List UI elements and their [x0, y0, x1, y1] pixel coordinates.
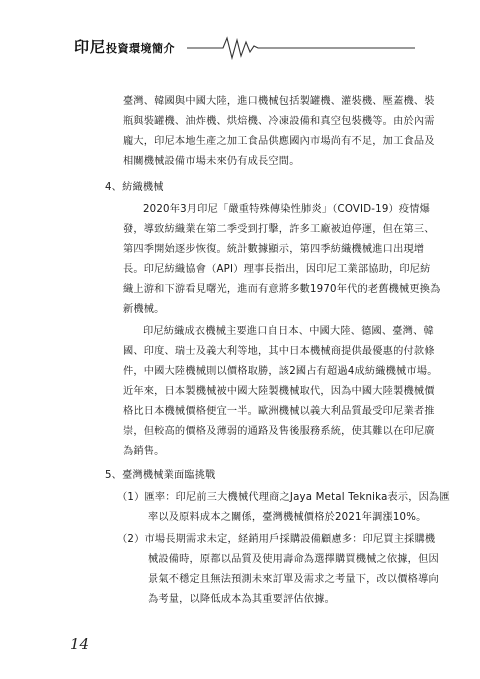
text-line: 瓶與裝罐機、油炸機、烘焙機、冷凍設備和真空包裝機等。由於內需 [123, 116, 435, 127]
list-item-line: 率以及原料成本之關係，臺灣機械價格於2021年調漲10%。 [148, 512, 427, 523]
section-heading: 5、臺灣機械業面臨挑戰 [105, 470, 216, 481]
text-line: 長。印尼紡織協會（API）理事長指出，因印尼工業部協助，印尼紡 [123, 264, 431, 275]
list-item-line: （1）匯率：印尼前三大機械代理商之Jaya Metal Teknika表示，因為匯 [117, 492, 450, 503]
text-line: 2020年3月印尼「嚴重特殊傳染性肺炎」（COVID-19）疫情爆 [143, 204, 431, 215]
text-line: 龐大，印尼本地生產之加工食品供應國內市場尚有不足，加工食品及 [123, 136, 435, 147]
list-item-line: （2）市場長期需求未定，経銷用戶採購設備顧慮多：印尼買主採購機 [117, 534, 436, 545]
text-line: 相關機械設備市場未來仍有成長空間。 [123, 156, 300, 167]
text-line: 近年來，日本製機械被中國大陸製機械取代，因為中國大陸製機械價 [123, 386, 435, 397]
text-line: 織上游和下游看見曙光，進而有意將多數1970年代的老舊機械更換為 [123, 284, 441, 295]
text-line: 新機械。 [123, 304, 165, 315]
text-line: 發，導致紡織業在第二季受到打擊，許多工廠被迫停運，但在第三、 [123, 224, 435, 235]
text-line: 第四季開始逐步恢復。統計數據顯示，第四季紡織機械進口出現增 [123, 244, 425, 255]
text-line: 件，中國大陸機械則以價格取勝，該2國占有超過4成紡織機械市場。 [123, 366, 438, 377]
text-line: 國、印度、瑞士及義大利等地，其中日本機械商提供最優惠的付款條 [123, 346, 435, 357]
page-header [0, 0, 480, 70]
header-title-main: 印尼 [74, 38, 107, 56]
header-title-sub: 投資環境簡介 [106, 42, 176, 55]
header-title [74, 37, 175, 57]
text-line: 為銷售。 [123, 446, 165, 457]
page-number: 14 [70, 635, 90, 653]
list-item-line: 景氣不穩定且無法預測未來訂單及需求之考量下，改以價格導向 [148, 574, 439, 585]
text-line: 印尼紡織成衣機械主要進口自日本、中國大陸、德國、臺灣、韓 [143, 326, 434, 337]
text-line: 崇，但較高的價格及薄弱的通路及售後服務系統，使其難以在印尼廣 [123, 426, 435, 437]
list-item-line: 械設備時，原都以品質及使用壽命為選擇購買機械之依據，但因 [148, 554, 439, 565]
text-line: 格比日本機械價格便宜一半。歐洲機械以義大利品質最受印尼業者推 [123, 406, 435, 417]
header-wave-line-icon [0, 0, 480, 70]
section-heading: 4、紡織機械 [105, 182, 164, 193]
text-line: 臺灣、韓國與中國大陸，進口機械包括製罐機、灌裝機、壓蓋機、裝 [123, 96, 435, 107]
list-item-line: 為考量，以降低成本為其重要評估依據。 [148, 594, 335, 605]
